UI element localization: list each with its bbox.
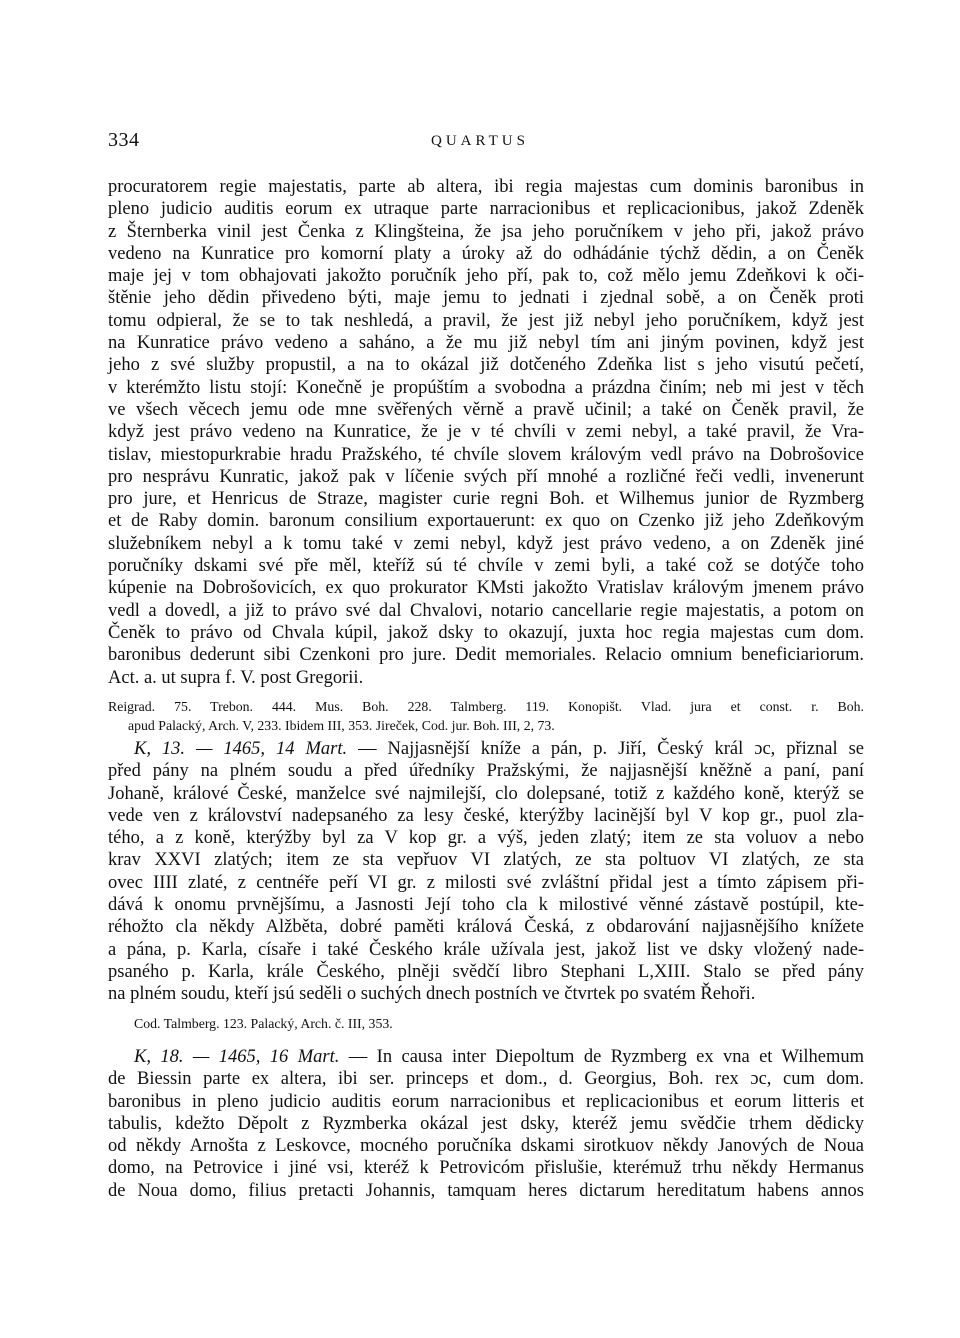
text-line: z Šternberka vinil jest Čenka z Klingšteina, že jsa jeho poručníkem v jeho při, jakož právo: [108, 221, 864, 242]
entry-heading: K, 13. — 1465, 14 Mart.: [134, 739, 348, 759]
text-line: když jest právo vedeno na Kunratice, že je v té chvíli v zemi nebyl, a také pravil, že Vra-: [108, 422, 864, 443]
entry-a-continuation: [108, 176, 864, 735]
text-line: dává k onomu prvnějšímu, a Jasnosti Její toho cla k milostivé věnné zástavě postúpil, kte-: [108, 895, 864, 916]
text-line: Johaně, králové České, manželce své najmilejší, clo dolepsané, totiž z každého koně, kterýž se: [108, 783, 864, 804]
text-line: tabulis, kdežto Děpolt z Ryzmberka okázal jest dsky, kteréž jemu svědčie trhem dědicky: [108, 1113, 864, 1134]
text-line: krav XXVI zlatých; item ze sta vepřuov VI zlatých, ze sta poltuov VI zlatých, ze sta: [108, 850, 864, 871]
source-notes: [108, 1014, 864, 1033]
text-line: pro jure, et Henricus de Straze, magister curie regni Boh. et Wilhemus junior de Ryzmberg: [108, 489, 864, 510]
text-line: od někdy Arnošta z Leskovce, mocného poručníka dskami sirotkuov někdy Janových de Noua: [108, 1136, 864, 1157]
text-line: jeho z své služby propustil, a na to okázal již dotčeného Zdeňka list s jeho visutú pečetí,: [108, 355, 864, 376]
text-line: ve všech věcech jemu ode mne svěřených věrně a pravě učinil; a také on Čeněk pravil, že: [108, 399, 864, 420]
entry-first-line: [108, 738, 864, 760]
text-line: vedl a dovedl, a již to právo své dal Chvalovi, notario cancellarie regie majestatis, a potom on: [108, 600, 864, 621]
text-line: Čeněk to právo od Chvala kúpil, jakož dsky to okazují, juxta hoc regia majestas cum dom.: [108, 622, 864, 643]
text-line: psaného p. Karla, krále Českého, plněji svědčí libro Stephani L,XIII. Stalo se před pány: [108, 961, 864, 982]
text-line: a pána, p. Karla, císaře i také Českého krále užívala jest, jakož list ve dsky vložený nade-: [108, 939, 864, 960]
entry-first-line: [108, 1046, 864, 1068]
text-line: pro nesprávu Kunratic, jakož pak v líčenie svých pří mnohé a rozličné řeči vedli, invenerunt: [108, 466, 864, 487]
entry-heading: K, 18. — 1465, 16 Mart.: [134, 1047, 340, 1067]
entry-opening-text: — Najjasnější kníže a pán, p. Jiří, Český král ɔc, přiznal se: [358, 739, 864, 759]
text-line: et de Raby domin. baronum consilium exportauerunt: ex quo on Czenko již jeho Zdeňkovým: [108, 511, 864, 532]
entry-c: [108, 1046, 864, 1202]
text-line: domo, na Petrovice i jiné vsi, kteréž k Petrovicóm přislušie, kterémuž trhu někdy Hermanus: [108, 1158, 864, 1179]
entry-b: [108, 738, 864, 1033]
text-line: vede ven z království nadepsaného za lesy české, kterýžby lacinější byl V kop gr., puol zla-: [108, 805, 864, 826]
text-line: baronibus dederunt sibi Czenkoni pro jure. Dedit memoriales. Relacio omnium beneficiariorum.: [108, 645, 864, 666]
page-number: 334: [108, 129, 140, 151]
text-line: Act. a. ut supra f. V. post Gregorii.: [108, 667, 364, 688]
text-line: réhožto cla někdy Alžběta, dobré paměti králová Česká, z obdarování najjasnějšího knížete: [108, 917, 864, 938]
source-notes: [108, 697, 864, 735]
entry-opening-text: — In causa inter Diepoltum de Ryzmberg ex vna et Wilhemum: [348, 1047, 865, 1067]
text-line: v kterémžto listu stojí: Konečně je propúštím a svobodna a prázdna činím; neb mi jest v těch: [108, 377, 864, 398]
source-note-line: apud Palacký, Arch. V, 233. Ibidem III, 353. Jireček, Cod. jur. Boh. III, 2, 73.: [128, 717, 555, 733]
text-line: tislav, miestopurkrabie hradu Pražského, té chvíle slovem královým vedl právo na Dobrošovice: [108, 444, 864, 465]
text-line: poručníky dskami své pře měl, kteříž sú té chvíle v zemi byli, a také což se dotýče toho: [108, 556, 864, 577]
text-line: pleno judicio auditis eorum ex utraque parte narracionibus et replicacionibus, jakož Zdeněk: [108, 199, 864, 220]
text-line: služebníkem nebyl a k tomu také v zemi nebyl, když jest právo vedeno, a on Zdeněk jiné: [108, 533, 864, 554]
text-line: de Noua domo, filius pretacti Johannis, tamquam heres dictarum hereditatum habens annos: [108, 1180, 864, 1201]
source-note-line: Reigrad. 75. Trebon. 444. Mus. Boh. 228. Talmberg. 119. Konopišt. Vlad. jura et const. r. Boh.: [108, 698, 864, 714]
text-line: štěnie jeho dědin přivedeno býti, maje jemu to jednati i zjednal sobě, a on Čeněk proti: [108, 288, 864, 309]
text-line: na Kunratice právo vedeno a saháno, a že mu již nebyl tím ani jiným povinen, když jest: [108, 333, 864, 354]
text-line: tého, a z koně, kterýžby byl za V kop gr. a výš, jeden zlatý; item ze sta voluov a nebo: [108, 828, 864, 849]
text-line: procuratorem regie majestatis, parte ab altera, ibi regia majestas cum dominis baronibus in: [108, 177, 864, 197]
text-line: před pány na plném soudu a před úředníky Pražskými, že najjasnější kněžně a paní, paní: [108, 761, 864, 782]
text-line: maje jej v tom obhajovati jakožto poručník jeho pří, pak to, což mělo jemu Zdeňkovi k oči-: [108, 266, 864, 287]
text-line: na plném soudu, kteří jsú seděli o suchých dnech postních ve čtvrtek po svatém Řehoři.: [108, 984, 756, 1005]
text-line: ovec IIII zlaté, z centnéře peří VI gr. z milosti své zvláštní přidal jest a tímto zápisem při-: [108, 872, 864, 893]
running-head: QUARTUS: [431, 133, 529, 149]
text-line: vedeno na Kunratice pro komorní platy a úroky až do odhádánie týchž dědin, a on Čeněk: [108, 243, 864, 264]
text-line: kúpenie na Dobrošovicích, ex quo prokurator KMsti jakožto Vratislav královým jmenem právo: [108, 578, 864, 599]
source-note-line: Cod. Talmberg. 123. Palacký, Arch. č. III, 353.: [134, 1015, 393, 1031]
text-line: baronibus in pleno judicio auditis eorum narracionibus et replicacionibus et eorum litteris et: [108, 1091, 864, 1112]
text-line: de Biessin parte ex altera, ibi ser. princeps et dom., d. Georgius, Boh. rex ɔc, cum dom.: [108, 1069, 864, 1090]
text-line: tomu odpieral, že se to tak neshledá, a pravil, že jest již nebyl jeho poručníkem, když jest: [108, 310, 864, 331]
